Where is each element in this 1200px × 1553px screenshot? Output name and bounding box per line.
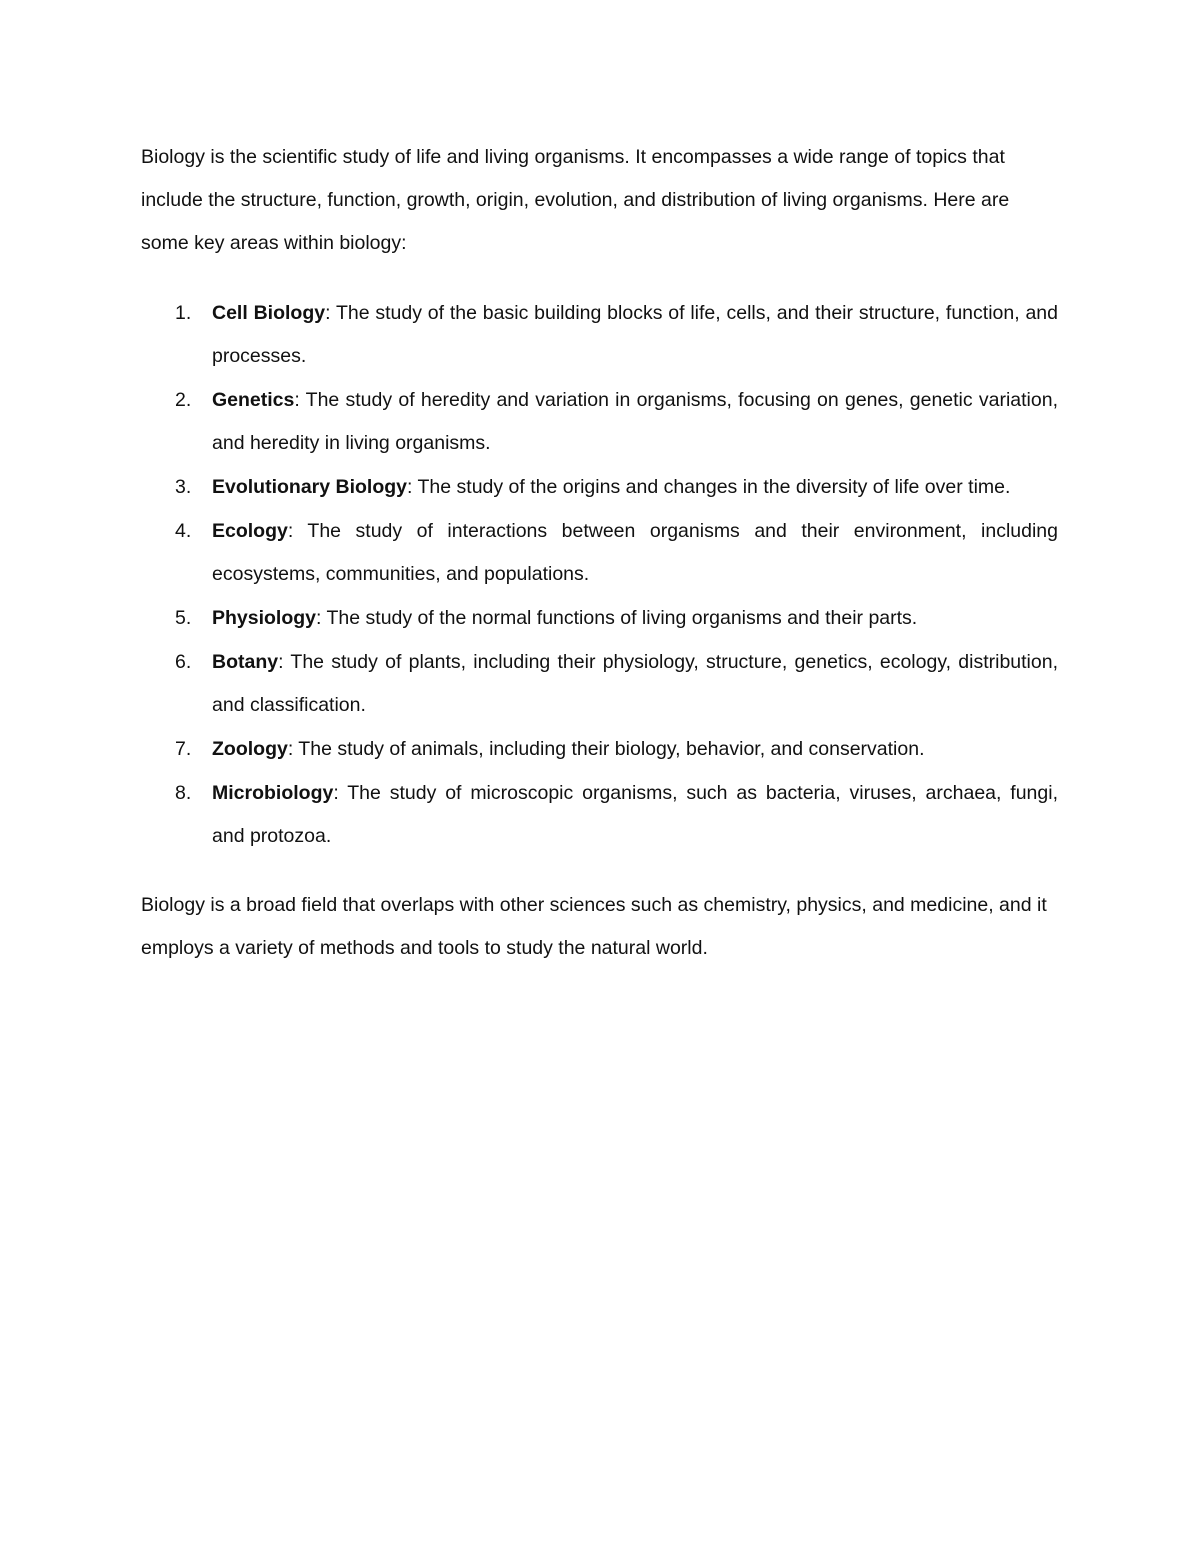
list-item-description: : The study of heredity and variation in organisms, focusing on genes, genetic variation, and heredity in living organisms. xyxy=(212,389,1058,454)
list-item-description: : The study of plants, including their physiology, structure, genetics, ecology, distribution, and classification. xyxy=(212,651,1058,716)
list-item-number: 8. xyxy=(175,782,192,804)
list-item-number: 2. xyxy=(175,389,192,411)
closing-paragraph: Biology is a broad field that overlaps with other sciences such as chemistry, physics, and medicine, and it employs a variety of methods and tools to study the natural world. xyxy=(141,894,1047,959)
list-item-description: : The study of the origins and changes in the diversity of life over time. xyxy=(407,476,1011,498)
biology-areas-list xyxy=(141,292,1058,858)
list-item-number: 3. xyxy=(175,476,192,498)
list-item-term: Evolutionary Biology xyxy=(212,476,408,498)
list-item xyxy=(141,772,1058,858)
list-item xyxy=(141,510,1058,596)
list-item-number: 7. xyxy=(175,738,192,760)
list-item-term: Physiology xyxy=(212,607,317,629)
list-item xyxy=(141,466,1058,509)
list-item-number: 6. xyxy=(175,651,192,673)
list-item-description: : The study of animals, including their biology, behavior, and conservation. xyxy=(287,738,925,760)
list-item xyxy=(141,379,1058,465)
list-item-description: : The study of the normal functions of living organisms and their parts. xyxy=(316,607,918,629)
list-item-term: Cell Biology xyxy=(212,302,326,324)
list-item-term: Genetics xyxy=(212,389,295,411)
list-item xyxy=(141,641,1058,727)
list-item-number: 5. xyxy=(175,607,192,629)
list-item-number: 4. xyxy=(175,520,192,542)
list-item-term: Zoology xyxy=(212,738,288,760)
list-item-term: Microbiology xyxy=(212,782,334,804)
list-item-term: Botany xyxy=(212,651,279,673)
list-item-term: Ecology xyxy=(212,520,288,542)
list-item-description: : The study of the basic building blocks of life, cells, and their structure, function, and processes. xyxy=(212,302,1058,367)
list-item xyxy=(141,292,1058,378)
intro-paragraph: Biology is the scientific study of life and living organisms. It encompasses a wide range of topics that include the structure, function, growth, origin, evolution, and distribution of living organisms. Here are some key areas within biology: xyxy=(141,146,1010,254)
list-item-description: : The study of interactions between organisms and their environment, including ecosystems, communities, and populations. xyxy=(212,520,1058,585)
list-item xyxy=(141,728,1058,771)
list-item-description: : The study of microscopic organisms, such as bacteria, viruses, archaea, fungi, and protozoa. xyxy=(212,782,1058,847)
list-item-number: 1. xyxy=(175,302,192,324)
list-item xyxy=(141,597,1058,640)
document-body xyxy=(141,136,1058,970)
